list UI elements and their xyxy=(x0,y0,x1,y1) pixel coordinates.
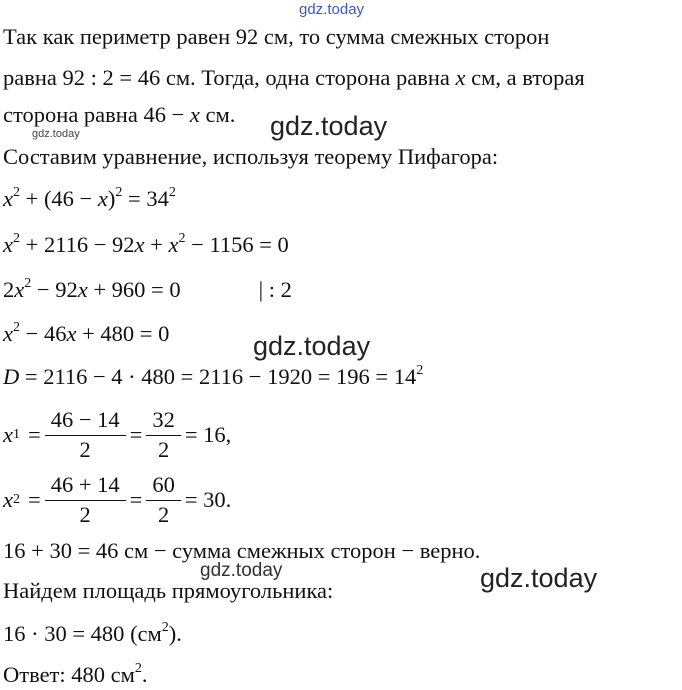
equation-4: $x^2 - 46x + 480 = 0$ xyxy=(3,320,170,346)
text-line-3: сторона равна 46 − x см. xyxy=(3,102,236,127)
equation-1: $x^2 + (46 - x)^2 = 34^2$ xyxy=(3,185,176,211)
text-line-1: Так как периметр равен 92 см, то сумма смежных сторон xyxy=(3,24,550,49)
root-x2: x 2 = $\frac{46 + 14}{2}$ = $\frac{60}{2}$ = 30. xyxy=(3,472,232,527)
root-x1: x 1 = $\frac{46 - 14}{2}$ = $\frac{32}{2}$ = 16, xyxy=(3,407,232,462)
fraction-x1-a: $\frac{46 - 14}{2}$ xyxy=(45,408,126,463)
equation-discriminant: $D = 2116 - 4 \cdot 480 = 2116 - 1920 = 196 = 14^2$ xyxy=(3,363,424,389)
check-line: 16 + 30 = 46 см − сумма смежных сторон − верно. xyxy=(3,538,481,563)
watermark-mid1: gdz.today xyxy=(270,111,388,141)
watermark-small: gdz.today xyxy=(32,128,80,140)
fraction-x2-b: $\frac{60}{2}$ xyxy=(146,473,181,528)
equation-2: $x^2 + 2116 - 92x + x^2 - 1156 = 0$ xyxy=(3,231,289,257)
watermark-top: gdz.today xyxy=(299,1,365,18)
text-line-2: равна 92 : 2 = 46 см. Тогда, одна сторона равна x см, а вторая xyxy=(3,65,585,90)
fraction-x1-b: $\frac{32}{2}$ xyxy=(146,408,181,463)
watermark-mid2: gdz.today xyxy=(253,331,371,361)
answer-line: Ответ: 480 $см^2$. xyxy=(3,661,148,687)
text-line-4: Составим уравнение, используя теорему Пифагора: xyxy=(3,144,499,169)
area-heading: Найдем площадь прямоугольника: xyxy=(3,578,334,603)
area-calculation: 16 · 30 = 480 $(см^2)$. xyxy=(3,620,182,646)
watermark-bottom-right: gdz.today xyxy=(480,563,598,593)
fraction-x2-a: $\frac{46 + 14}{2}$ xyxy=(45,473,126,528)
watermark-bottom-center: gdz.today xyxy=(200,560,283,581)
equation-3: $2x^2 - 92x + 960 = 0$ | : 2 xyxy=(3,276,292,302)
